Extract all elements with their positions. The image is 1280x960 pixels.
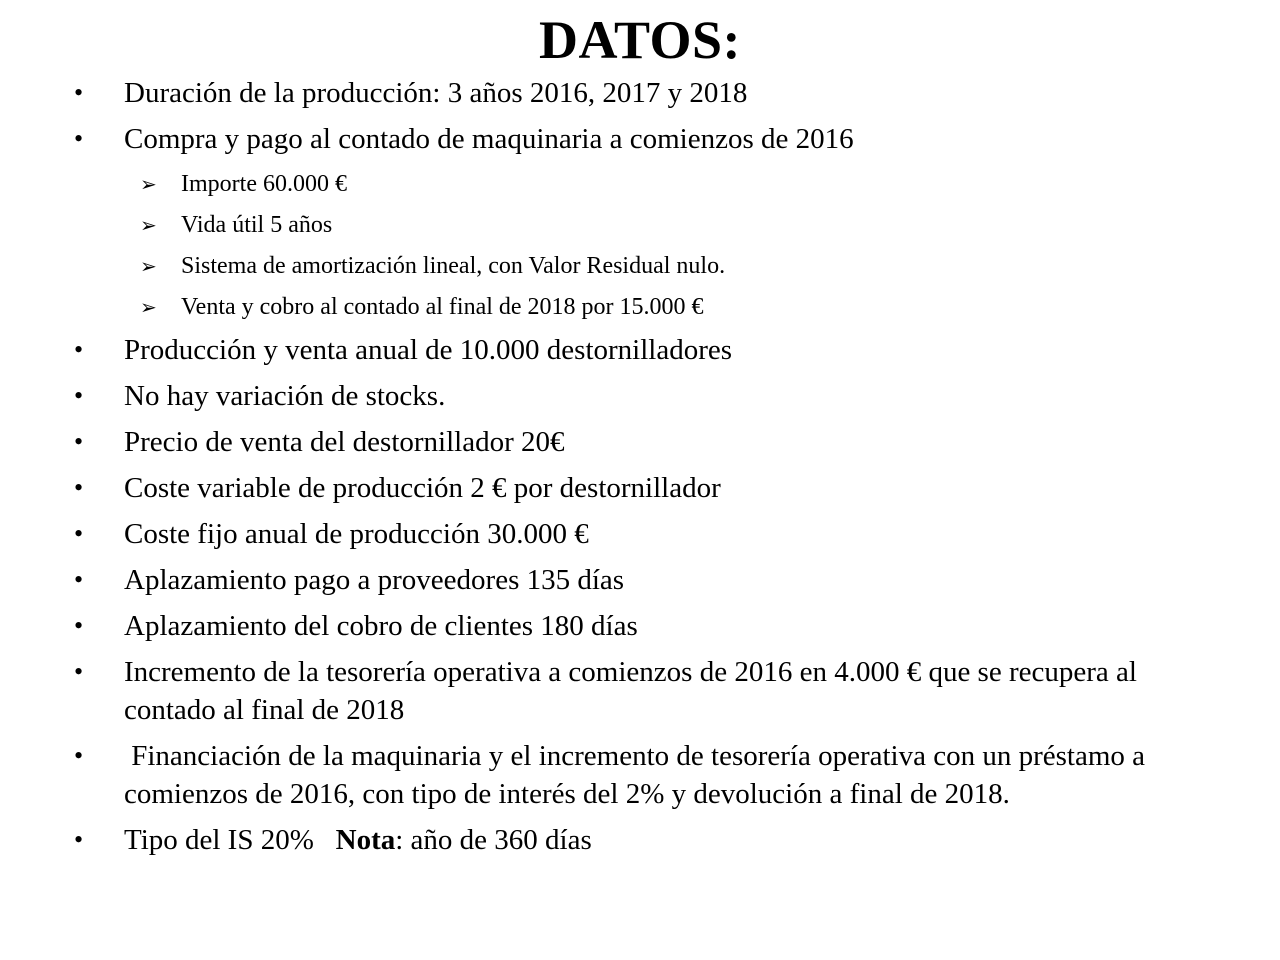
sub-item-vida-util: [0, 209, 1280, 242]
note-label: Nota: [335, 824, 396, 856]
list-item-financiacion: [0, 737, 1280, 813]
sub-item-importe: [0, 168, 1280, 201]
list-item-produccion: [0, 331, 1280, 369]
sub-item-text: Importe 60.000 €: [181, 171, 347, 197]
list-item-text: Aplazamiento pago a proveedores 135 días: [124, 564, 625, 596]
list-item-text: Financiación de la maquinaria y el incremento de tesorería operativa con un préstamo a comienzos de 2016, con tipo de interés del 2% y devolución a final de 2018.: [124, 740, 1153, 810]
list-item-text: Precio de venta del destornillador 20€: [124, 426, 565, 458]
list-item-compra: [0, 120, 1280, 158]
list-item-text: Coste fijo anual de producción 30.000 €: [124, 518, 589, 550]
bullet-icon: •: [74, 657, 84, 686]
bullet-icon: •: [74, 427, 84, 456]
list-item-text: Duración de la producción: 3 años 2016, 2017 y 2018: [124, 77, 748, 109]
list-item-pago-proveedores: [0, 561, 1280, 599]
bullet-icon: •: [74, 825, 84, 854]
sub-item-text: Sistema de amortización lineal, con Valor Residual nulo.: [181, 253, 726, 279]
list-item-stocks: [0, 377, 1280, 415]
bullet-icon: •: [74, 519, 84, 548]
list-item-text: Aplazamiento del cobro de clientes 180 días: [124, 610, 638, 642]
list-item-text: Compra y pago al contado de maquinaria a comienzos de 2016: [124, 123, 854, 155]
list-item-coste-fijo: [0, 515, 1280, 553]
bullet-list: [0, 74, 1280, 166]
bullet-icon: •: [74, 611, 84, 640]
list-item-text: Coste variable de producción 2 € por destornillador: [124, 472, 721, 504]
list-item-text: Incremento de la tesorería operativa a comienzos de 2016 en 4.000 € que se recupera al contado al final de 2018: [124, 656, 1137, 726]
list-item-cobro-clientes: [0, 607, 1280, 645]
list-item-text: Producción y venta anual de 10.000 destornilladores: [124, 334, 733, 366]
arrow-bullet-icon: ➢: [140, 213, 157, 237]
arrow-bullet-icon: ➢: [140, 254, 157, 278]
sub-item-text: Venta y cobro al contado al final de 2018 por 15.000 €: [181, 294, 704, 320]
list-item-text: Tipo del IS 20%: [124, 824, 336, 856]
bullet-icon: •: [74, 473, 84, 502]
note-text: : año de 360 días: [395, 824, 592, 856]
bullet-icon: •: [74, 335, 84, 364]
page-title: DATOS:: [538, 10, 742, 70]
bullet-icon: •: [74, 124, 84, 153]
list-item-coste-variable: [0, 469, 1280, 507]
arrow-bullet-icon: ➢: [140, 172, 157, 196]
bullet-icon: •: [74, 565, 84, 594]
arrow-bullet-icon: ➢: [140, 295, 157, 319]
sub-item-amortizacion: [0, 250, 1280, 283]
sub-list: [0, 168, 1280, 332]
bullet-icon: •: [74, 381, 84, 410]
list-item-duracion: [0, 74, 1280, 112]
bullet-icon: •: [74, 741, 84, 770]
sub-item-text: Vida útil 5 años: [181, 212, 333, 238]
list-item-precio: [0, 423, 1280, 461]
list-item-tipo-is: [0, 821, 1280, 859]
bullet-icon: •: [74, 78, 84, 107]
sub-item-venta: [0, 291, 1280, 324]
list-item-text: No hay variación de stocks.: [124, 380, 446, 412]
bullet-list-continued: [0, 331, 1280, 867]
list-item-tesoreria: [0, 653, 1280, 729]
